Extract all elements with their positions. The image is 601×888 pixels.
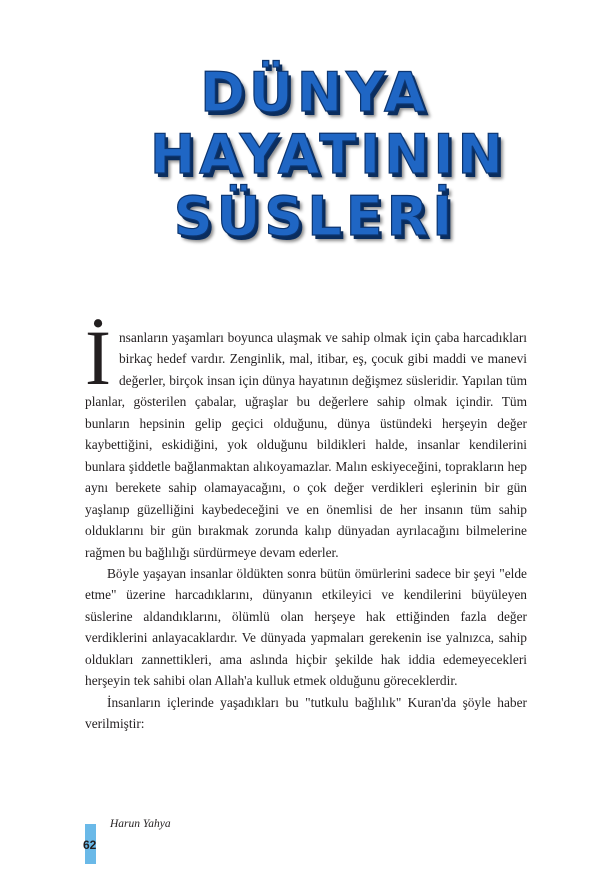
title-line-1: DÜNYA [200, 61, 430, 124]
paragraph-2: Böyle yaşayan insanlar öldükten sonra bütün ömürlerini sadece bir şeyi "elde etme" üzerine harcadıklarını, dünyanın etkileyici ve kendilerini büyüleyen süslerine aldandıklarını, ölümlü olan herşeye hak ettiğinden fazla değer verdiklerini anlayacaklardır. Ve dünyada yapmaları gerekenin ise yalnızca, sahip oldukları zannettikleri, ama aslında hiçbir şekilde hak iddia edemeyecekleri herşeyin tek sahibi olan Allah'a kulluk etmek olduğunu göreceklerdir. [85, 565, 527, 689]
body-text [85, 314, 527, 735]
chapter-title [150, 61, 507, 248]
paragraph-3: İnsanların içlerinde yaşadıkları bu "tutkulu bağlılık" Kuran'da şöyle haber verilmiştir: [85, 694, 527, 732]
title-line-3: SÜSLERİ [173, 185, 457, 248]
drop-cap: İ [85, 314, 111, 401]
page-number: 62 [83, 838, 97, 852]
paragraph-1 [85, 314, 527, 563]
paragraph-1-text: nsanların yaşamları boyunca ulaşmak ve sahip olmak için çaba harcadıkları birkaç hedef vardır. Zenginlik, mal, itibar, eş, çocuk gibi maddi ve manevi değerler, birçok insan için dünya hayatının değişmez süsleridir. Yapılan tüm planlar, gösterilen çabalar, uğraşlar bu değerlere sahip olmak içindir. Tüm bunların hepsinin gelip geçici olduğunu, dünya üstündeki herşeyin değer kaybettiğini, eskidiğini, yok olduğunu bildikleri halde, insanlar kendilerini bunlara şiddetle bağlanmaktan alıkoyamazlar. Malın eskiyeceğini, toprakların hep aynı berekete sahip olamayacağını, o çok değer verdikleri eşlerinin bir gün yaşlanıp güzelliğini kaybedeceğini ve en önemlisi de her insanın tüm sahip olduklarını bir gün bırakmak zorunda kalıp dünyadan ayrılacağını bilmelerine rağmen bu bağlılığı sürdürmeye devam ederler. [85, 330, 527, 560]
running-footer-author: Harun Yahya [110, 818, 171, 830]
title-line-2: HAYATININ [150, 123, 507, 186]
